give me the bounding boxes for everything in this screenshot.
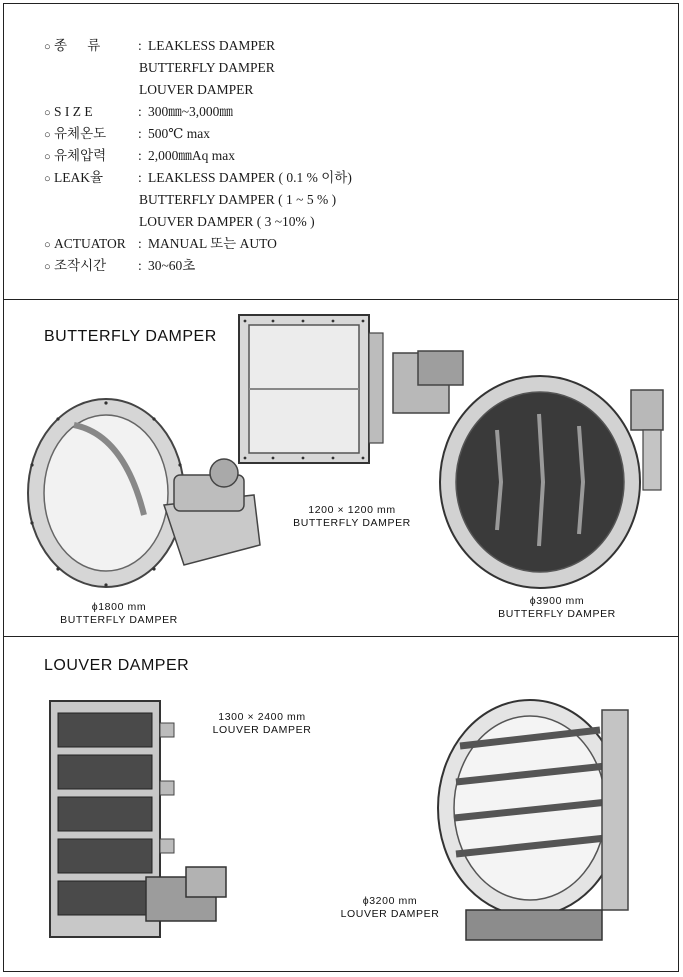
spec-value: 30~60초 [148, 258, 196, 273]
caption-size: 1300 × 2400 mm [218, 711, 306, 723]
bullet: ○ [44, 129, 51, 141]
spec-sep: : [138, 258, 142, 273]
spec-label: 조작시간 [54, 258, 107, 273]
spec-label: 종 류 [54, 38, 101, 53]
caption-name: BUTTERFLY DAMPER [498, 608, 616, 620]
spec-sep: : [138, 38, 142, 53]
spec-row-actuator [44, 234, 277, 255]
spec-value: LEAKLESS DAMPER ( 0.1 % 이하) [148, 170, 352, 185]
caption-size: 1200 × 1200 mm [308, 504, 396, 516]
bullet: ○ [44, 261, 51, 273]
louver-damper-3200-photo [430, 690, 642, 950]
caption-name: BUTTERFLY DAMPER [60, 614, 178, 626]
bullet: ○ [44, 239, 51, 251]
bullet: ○ [44, 41, 51, 53]
spec-sep: : [138, 236, 142, 251]
caption-size: ϕ3200 mm [362, 895, 418, 907]
caption-size: ϕ3900 mm [529, 595, 585, 607]
spec-label: 유체압력 [54, 148, 107, 163]
bullet: ○ [44, 151, 51, 163]
spec-value-cont: LOUVER DAMPER ( 3 ~10% ) [139, 214, 315, 229]
spec-value: MANUAL 또는 AUTO [148, 236, 277, 251]
caption-louver-1300 [200, 711, 324, 737]
caption-butterfly-1800 [44, 601, 194, 627]
caption-name: LOUVER DAMPER [340, 908, 440, 920]
caption-name: LOUVER DAMPER [212, 724, 312, 736]
caption-butterfly-1200 [277, 504, 427, 530]
spec-sep: : [138, 148, 142, 163]
spec-row-operation-time [44, 256, 195, 277]
spec-label: 유체온도 [54, 126, 107, 141]
caption-name: BUTTERFLY DAMPER [293, 517, 411, 529]
butterfly-damper-3900-photo [435, 370, 677, 592]
spec-row-type [44, 36, 275, 57]
spec-value-cont: BUTTERFLY DAMPER ( 1 ~ 5 % ) [139, 192, 337, 207]
section-heading-louver: LOUVER DAMPER [44, 657, 190, 674]
spec-value: LEAKLESS DAMPER [148, 38, 276, 53]
spec-row-temp [44, 124, 210, 145]
spec-row-pressure [44, 146, 235, 167]
caption-butterfly-3900 [482, 595, 632, 621]
spec-sep: : [138, 126, 142, 141]
spec-label: LEAK율 [54, 170, 104, 185]
bullet: ○ [44, 107, 51, 119]
bullet: ○ [44, 173, 51, 185]
spec-value: 300㎜~3,000㎜ [148, 104, 233, 119]
spec-value-cont: BUTTERFLY DAMPER [139, 60, 275, 75]
spec-label: S I Z E [54, 104, 93, 119]
spec-sep: : [138, 170, 142, 185]
spec-label: ACTUATOR [54, 236, 126, 251]
caption-size: ϕ1800 mm [91, 601, 147, 613]
caption-louver-3200 [328, 895, 452, 921]
spec-value-cont: LOUVER DAMPER [139, 82, 254, 97]
section-heading-butterfly: BUTTERFLY DAMPER [44, 328, 217, 345]
section-divider [3, 299, 679, 300]
butterfly-damper-1800-photo [14, 395, 266, 600]
spec-value: 2,000㎜Aq max [148, 148, 235, 163]
spec-row-leak [44, 168, 352, 189]
spec-sep: : [138, 104, 142, 119]
spec-row-size [44, 102, 233, 123]
section-divider [3, 636, 679, 637]
spec-value: 500℃ max [148, 126, 210, 141]
